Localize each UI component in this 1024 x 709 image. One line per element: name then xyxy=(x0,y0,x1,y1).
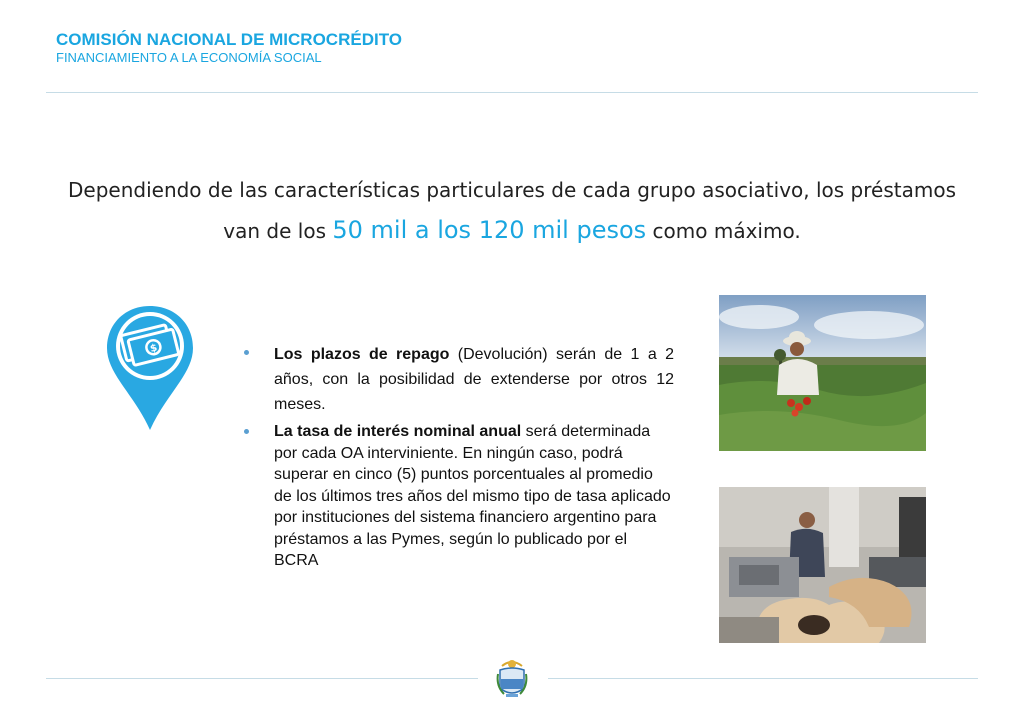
bullet-list xyxy=(244,342,674,572)
bullet-item-tasa xyxy=(244,421,674,572)
svg-text:$: $ xyxy=(149,342,159,355)
top-divider xyxy=(46,92,978,93)
org-title: COMISIÓN NACIONAL DE MICROCRÉDITO xyxy=(56,30,402,49)
bullet-dot xyxy=(244,429,249,434)
bottom-divider-right xyxy=(548,678,978,679)
lead-highlight: 50 mil a los 120 mil pesos xyxy=(332,216,647,244)
lead-text-before: Dependiendo de las características particulares de cada grupo asociativo, los préstamos van de los xyxy=(68,178,956,243)
bullet-text: será determinada por cada OA interviniente. En ningún caso, podrá superar en cinco (5) puntos porcentuales al promedio de los últimos tres años del mismo tipo de tasa aplicado por instituciones del sistema financiero argentino para préstamos a las Pymes, según lo publicado por el BCRA xyxy=(274,423,671,569)
photo-farmer-tomatoes xyxy=(719,295,926,451)
bullet-item-plazos xyxy=(244,342,674,417)
photo-guitar-workshop xyxy=(719,487,926,643)
bullet-bold: Los plazos de repago xyxy=(274,346,450,363)
bullet-bold: La tasa de interés nominal anual xyxy=(274,423,522,440)
bullet-dot xyxy=(244,350,249,355)
lead-paragraph xyxy=(60,170,964,251)
org-subtitle: FINANCIAMIENTO A LA ECONOMÍA SOCIAL xyxy=(56,50,322,65)
money-location-pin-icon xyxy=(104,302,196,439)
bottom-divider-left xyxy=(46,678,478,679)
lead-text-after: como máximo. xyxy=(646,219,801,243)
header xyxy=(56,30,402,66)
argentina-coat-of-arms-icon xyxy=(496,656,528,705)
bullet-text: (Devolución) serán de 1 a 2 años, con la posibilidad de extenderse por otros 12 meses. xyxy=(274,346,674,413)
